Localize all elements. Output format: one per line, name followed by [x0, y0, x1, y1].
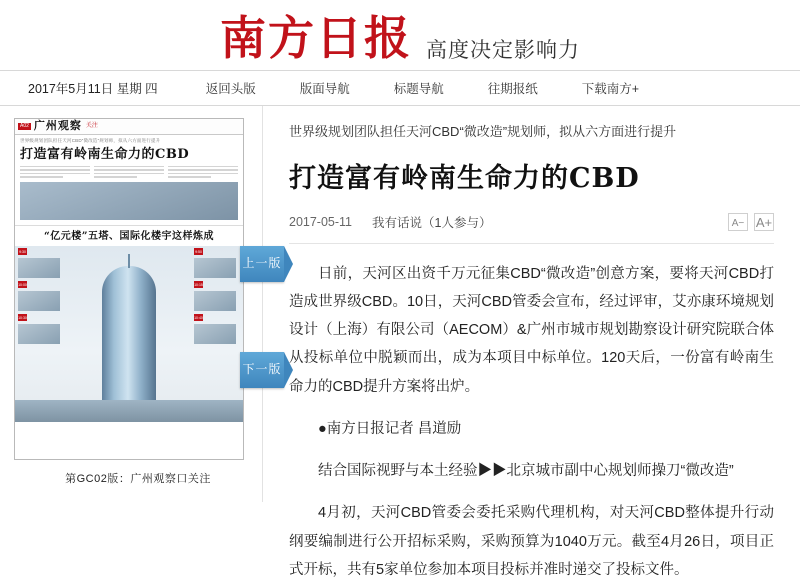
- article-meta: [289, 213, 774, 244]
- timeline-marker: 9:50: [195, 249, 202, 254]
- paper-page-badge: A02: [20, 122, 29, 129]
- paper-lead-article: [15, 135, 243, 226]
- timeline-marker: 9:30: [19, 249, 26, 254]
- paper-section-title: 广州观察: [33, 119, 82, 133]
- article-column: [262, 106, 800, 578]
- font-size-decrease-button[interactable]: A−: [728, 213, 748, 231]
- timeline-entry: [18, 248, 64, 255]
- timeline-thumb: [18, 291, 60, 311]
- publication-date: 2017年5月11日 星期 四: [28, 82, 158, 96]
- paper-text-line: [20, 169, 90, 171]
- paper-text-line: [20, 176, 63, 178]
- paper-section-header: [15, 119, 243, 135]
- timeline-marker: 10:30: [18, 315, 27, 320]
- timeline-marker: 10:15: [194, 282, 203, 287]
- article-date: 2017-05-11: [289, 214, 353, 229]
- paper-right-timeline: [194, 248, 240, 347]
- paper-headline: 打造富有岭南生命力的CBD: [20, 147, 190, 163]
- paper-left-timeline: [18, 248, 64, 347]
- timeline-thumb: [194, 324, 236, 344]
- timeline-entry: [194, 314, 240, 321]
- tower-graphic: [102, 266, 156, 416]
- previous-page-label: 上一版: [242, 256, 282, 271]
- nav-item-past-issues[interactable]: 往期报纸: [487, 82, 538, 96]
- article-headline: 打造富有岭南生命力的CBD: [289, 162, 640, 194]
- next-page-button[interactable]: [240, 352, 284, 388]
- timeline-entry: [18, 314, 64, 321]
- next-page-label: 下一版: [242, 362, 282, 377]
- paper-text-line: [94, 176, 137, 178]
- paper-text-line: [94, 169, 164, 171]
- timeline-entry: [18, 281, 64, 288]
- paper-subheadline: “亿元楼”五塔、国际化楼宇这样炼成: [43, 230, 214, 242]
- paper-text-column: [20, 166, 90, 180]
- paper-text-line: [168, 166, 238, 168]
- timeline-entry: [194, 281, 240, 288]
- paper-photo: [20, 182, 238, 220]
- paper-kicker: 世界级规划团队担任天河CBD“微改造”规划师，拟从六方面进行提升: [20, 138, 161, 143]
- paper-preview-column: [0, 106, 282, 502]
- article-comment-link[interactable]: 我有话说（1人参与）: [372, 215, 492, 230]
- paper-text-column: [168, 166, 238, 180]
- masthead: [0, 0, 800, 70]
- paper-text-line: [168, 169, 238, 171]
- article-byline: ●南方日报记者 昌道励: [318, 420, 462, 437]
- font-size-increase-button[interactable]: A+: [755, 214, 773, 230]
- paper-page-caption: 第GC02版：广州观察口关注: [65, 473, 211, 485]
- article-paragraph: 日前，天河区出资千万元征集CBD“微改造”创意方案，要将天河CBD打造成世界级CBD。10日，天河CBD管委会宣布，经过评审，艾亦康环境规划设计（上海）有限公司（AECOM）&广州市城市规划勘察设计研究院联合体从投标单位中脱颖而出，成为本项目中标单位。120天后，一份富有岭南生命力的CBD提升方案将出炉。: [289, 265, 774, 395]
- paper-tower-illustration: [15, 246, 243, 422]
- article-shoulder-title: 世界级规划团队担任天河CBD“微改造”规划师，拟从六方面进行提升: [289, 124, 677, 139]
- page-navigation-buttons: [240, 246, 292, 458]
- newspaper-slogan: 高度决定影响力: [426, 38, 580, 62]
- paper-text-columns: [20, 166, 238, 180]
- paper-text-line: [94, 173, 164, 175]
- timeline-marker: 10:40: [194, 315, 203, 320]
- previous-page-button[interactable]: [240, 246, 284, 282]
- timeline-thumb: [194, 258, 236, 278]
- nav-item-headline-navigation[interactable]: 标题导航: [393, 82, 444, 96]
- paper-section-subtitle: 关注: [85, 123, 98, 130]
- nav-item-back-to-front-page[interactable]: 返回头版: [205, 82, 256, 96]
- timeline-entry: [194, 248, 240, 255]
- paper-text-line: [20, 173, 90, 175]
- newspaper-logo: 南方日报: [220, 11, 412, 65]
- paper-text-line: [20, 166, 90, 168]
- paper-page-thumbnail[interactable]: [14, 118, 244, 460]
- main-navbar: [0, 70, 800, 106]
- timeline-thumb: [18, 324, 60, 344]
- paper-text-line: [168, 176, 211, 178]
- nav-item-download-app[interactable]: 下载南方+: [581, 82, 640, 96]
- timeline-thumb: [194, 291, 236, 311]
- content-area: [0, 106, 800, 578]
- paper-text-column: [94, 166, 164, 180]
- paper-text-line: [94, 166, 164, 168]
- nav-item-layout-navigation[interactable]: 版面导航: [299, 82, 350, 96]
- article-subhead: 结合国际视野与本土经验▶▶北京城市副中心规划师操刀“微改造”: [318, 463, 734, 480]
- article-paragraph: 4月初，天河CBD管委会委托采购代理机构，对天河CBD整体提升行动纲要编制进行公开招标采购，采购预算为1040万元。截至4月26日，项目正式开标，共有5家单位参加本项目投标并准时递交了投标文件。: [289, 505, 774, 578]
- paper-text-line: [168, 173, 238, 175]
- tower-base-graphic: [15, 400, 243, 422]
- timeline-marker: 10:00: [18, 282, 27, 287]
- timeline-thumb: [18, 258, 60, 278]
